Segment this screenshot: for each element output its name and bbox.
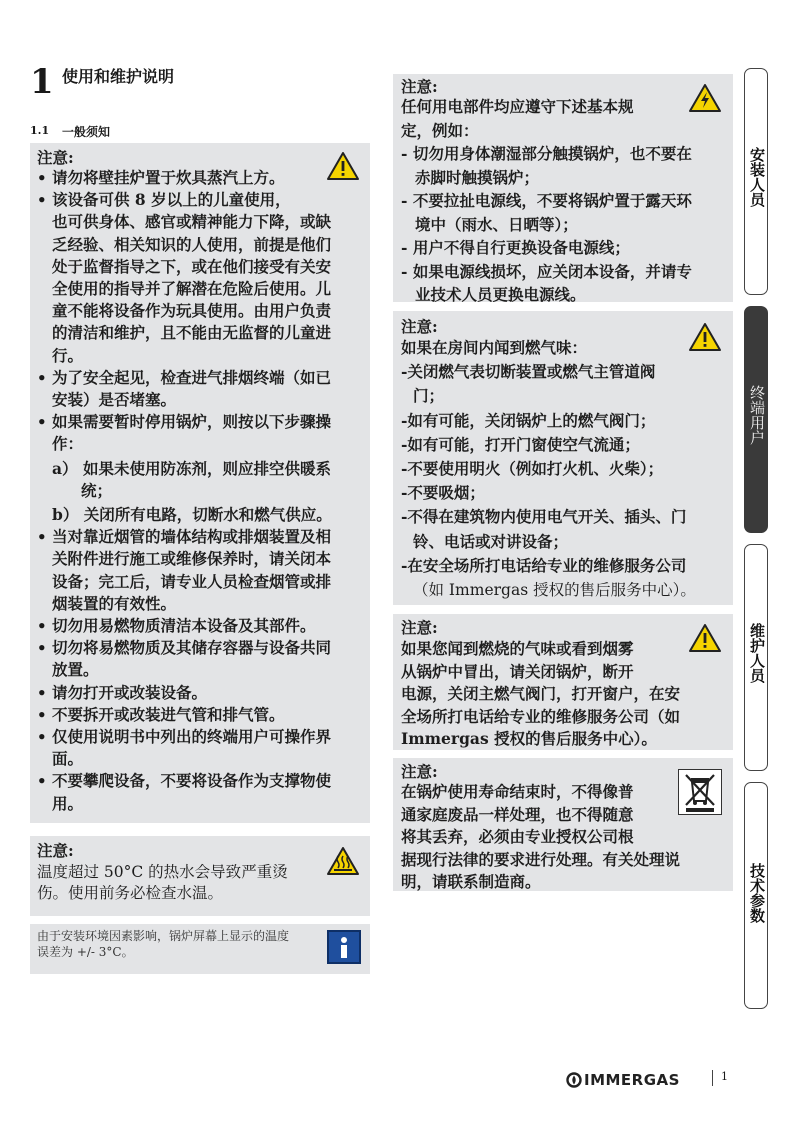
tab-installer-label: 安装人员 (748, 147, 766, 207)
box2-heading: 注意: (37, 841, 74, 860)
box1-line: 处于监督指导之下，或在他们接受有关安 (52, 256, 332, 276)
box1-line: 面。 (52, 749, 84, 769)
box5-line: -关闭燃气表切断装置或燃气主管道阀 (401, 362, 656, 382)
box4-line: - 切勿用身体潮湿部分触摸锅炉，也不要在 (401, 144, 692, 163)
box1-line: 作： (52, 434, 84, 454)
box7-heading: 注意: (401, 762, 438, 781)
box4-line: 境中（雨水、日晒等）； (415, 214, 578, 234)
tab-maintenance[interactable] (744, 544, 768, 771)
box1-line: 该设备可供 8 岁以上的儿童使用， (52, 190, 291, 210)
box7-line: 将其丢弃，必须由专业授权公司根 (401, 827, 634, 846)
box1-line: 不要攀爬设备，不要将设备作为支撑物使 (52, 771, 332, 791)
box5-line: 门； (413, 386, 445, 406)
box1-line: 也可供身体、感官或精神能力下降，或缺 (52, 212, 332, 232)
box2-line-2: 伤。使用前务必检查水温。 (37, 884, 224, 902)
box1-line: 设备；完工后，请专业人员检查烟管或排 (52, 571, 332, 591)
box4-line: 赤脚时触摸锅炉； (415, 167, 540, 187)
box6-line: 电源，关闭主燃气阀门，打开窗户，在安 (401, 684, 681, 703)
box5-line: -不得在建筑物内使用电气开关、插头、门 (401, 507, 687, 527)
tab-technical-data[interactable] (744, 782, 768, 1009)
box2-line-1: 温度超过 50°C 的热水会导致严重烫 (37, 863, 288, 881)
section-title: 使用和维护说明 (62, 67, 175, 86)
bullet-icon: • (37, 191, 47, 210)
box4-line: 定，例如： (401, 120, 479, 140)
box1-line: 童不能将设备作为玩具使用。由用户负责 (52, 301, 332, 321)
box4-line: - 不要拉扯电源线，不要将锅炉置于露天环 (401, 191, 692, 210)
bullet-icon: • (37, 683, 47, 702)
box5-line: -如有可能，打开门窗使空气流通； (401, 434, 640, 454)
box1-line: a） 如果未使用防冻剂，则应排空供暖系 (52, 458, 331, 478)
bullet-icon: • (37, 772, 47, 791)
box7-line: 据现行法律的要求进行处理。有关处理说 (401, 849, 681, 869)
bullet-icon: • (37, 368, 47, 387)
box6-line: Immergas 授权的售后服务中心）。 (401, 729, 657, 748)
box1-line: 安装）是否堵塞。 (52, 390, 177, 409)
immergas-flame-icon (566, 1072, 582, 1088)
box6-heading: 注意: (401, 618, 438, 637)
box7-line: 明，请联系制造商。 (401, 872, 541, 891)
tab-installer[interactable] (744, 68, 768, 295)
subsection-title: 一般须知 (62, 125, 111, 139)
hot-surface-warning-icon (326, 846, 360, 876)
box1-line: 请勿打开或改装设备。 (52, 682, 208, 702)
box1-line: 当对靠近烟管的墙体结构或排烟装置及相 (52, 527, 332, 547)
box1-line: 关附件进行施工或维修保养时，请关闭本 (52, 549, 332, 569)
box1-line: 不要拆开或改装进气管和排气管。 (52, 704, 285, 724)
section-number: 1 (30, 62, 54, 102)
box3-line-1: 由于安装环境因素影响，锅炉屏幕上显示的温度 (37, 929, 290, 943)
box1-line: 的清洁和维护，且不能由无监督的儿童进 (52, 323, 332, 343)
immergas-logo (566, 1069, 680, 1091)
box5-line: -不要使用明火（例如打火机、火柴）； (401, 459, 664, 478)
bullet-icon: • (37, 705, 47, 724)
box1-line: 切勿用易燃物质清洁本设备及其部件。 (52, 616, 316, 635)
box5-heading: 注意: (401, 317, 438, 336)
box5-line: -在安全场所打电话给专业的维修服务公司 (401, 555, 687, 575)
box1-line: 全使用的指导并了解潜在危险后使用。儿 (52, 279, 332, 298)
box6-line: 从锅炉中冒出，请关闭锅炉，断开 (401, 661, 634, 681)
box5-line: -如有可能，关闭锅炉上的燃气阀门； (401, 410, 656, 430)
box4-line: - 如果电源线损坏，应关闭本设备，并请专 (401, 261, 692, 281)
box4-line: 任何用电部件均应遵守下述基本规 (401, 97, 634, 116)
warning-icon (688, 322, 722, 352)
bullet-icon: • (37, 528, 47, 547)
box1-line: 烟装置的有效性。 (52, 593, 177, 613)
tab-end-user-label: 终端用户 (748, 385, 766, 445)
weee-bin-icon (678, 769, 722, 815)
bullet-icon: • (37, 639, 47, 658)
bullet-icon: • (37, 728, 47, 746)
box5-line: （如 Immergas 授权的售后服务中心）。 (413, 581, 696, 599)
warning-icon (688, 623, 722, 653)
box5-line: -不要吸烟； (401, 483, 485, 503)
box1-line: b） 关闭所有电路，切断水和燃气供应。 (52, 505, 332, 524)
box1-line: 统； (81, 480, 113, 500)
tab-maintenance-label: 维护人员 (748, 623, 766, 683)
box6-line: 如果您闻到燃烧的气味或看到烟雾 (401, 639, 634, 658)
box1-heading: 注意: (37, 148, 74, 167)
tab-technical-data-label: 技术参数 (748, 863, 766, 923)
box1-line: 切勿将易燃物质及其储存容器与设备共同 (52, 638, 332, 658)
box1-line: 请勿将壁挂炉置于炊具蒸汽上方。 (52, 168, 285, 187)
box5-line: 铃、电话或对讲设备； (413, 531, 569, 551)
box7-line: 通家庭废品一样处理，也不得随意 (401, 804, 634, 824)
box6-line: 全场所打电话给专业的维修服务公司（如 (401, 706, 681, 726)
box4-line: 业技术人员更换电源线。 (415, 285, 586, 304)
page-number: 1 (721, 1070, 728, 1083)
box5-line: 如果在房间内闻到燃气味： (401, 338, 588, 357)
box1-line: 为了安全起见，检查进气排烟终端（如已 (52, 367, 332, 387)
box3-line-2: 误差为 +/- 3°C。 (37, 945, 134, 959)
box4-line: - 用户不得自行更换设备电源线； (401, 238, 630, 257)
subsection-number: 1.1 (30, 124, 50, 137)
box1-line: 仅使用说明书中列出的终端用户可操作界 (52, 727, 332, 746)
info-icon (327, 930, 361, 964)
box4-heading: 注意: (401, 77, 438, 96)
box1-line: 乏经验、相关知识的人使用，前提是他们 (52, 234, 332, 254)
footer-divider (712, 1070, 713, 1086)
bullet-icon: • (37, 169, 47, 187)
footer-brand: IMMERGAS (584, 1071, 680, 1089)
box1-line: 如果需要暂时停用锅炉，则按以下步骤操 (52, 412, 332, 432)
tab-end-user[interactable] (744, 306, 768, 533)
box7-line: 在锅炉使用寿命结束时，不得像普 (401, 782, 634, 801)
box1-line: 放置。 (52, 660, 99, 680)
electrical-warning-icon (688, 83, 722, 113)
bullet-icon: • (37, 413, 47, 432)
warning-icon (326, 151, 360, 181)
box1-line: 行。 (52, 345, 84, 365)
box1-line: 用。 (52, 793, 84, 813)
bullet-icon: • (37, 617, 47, 635)
